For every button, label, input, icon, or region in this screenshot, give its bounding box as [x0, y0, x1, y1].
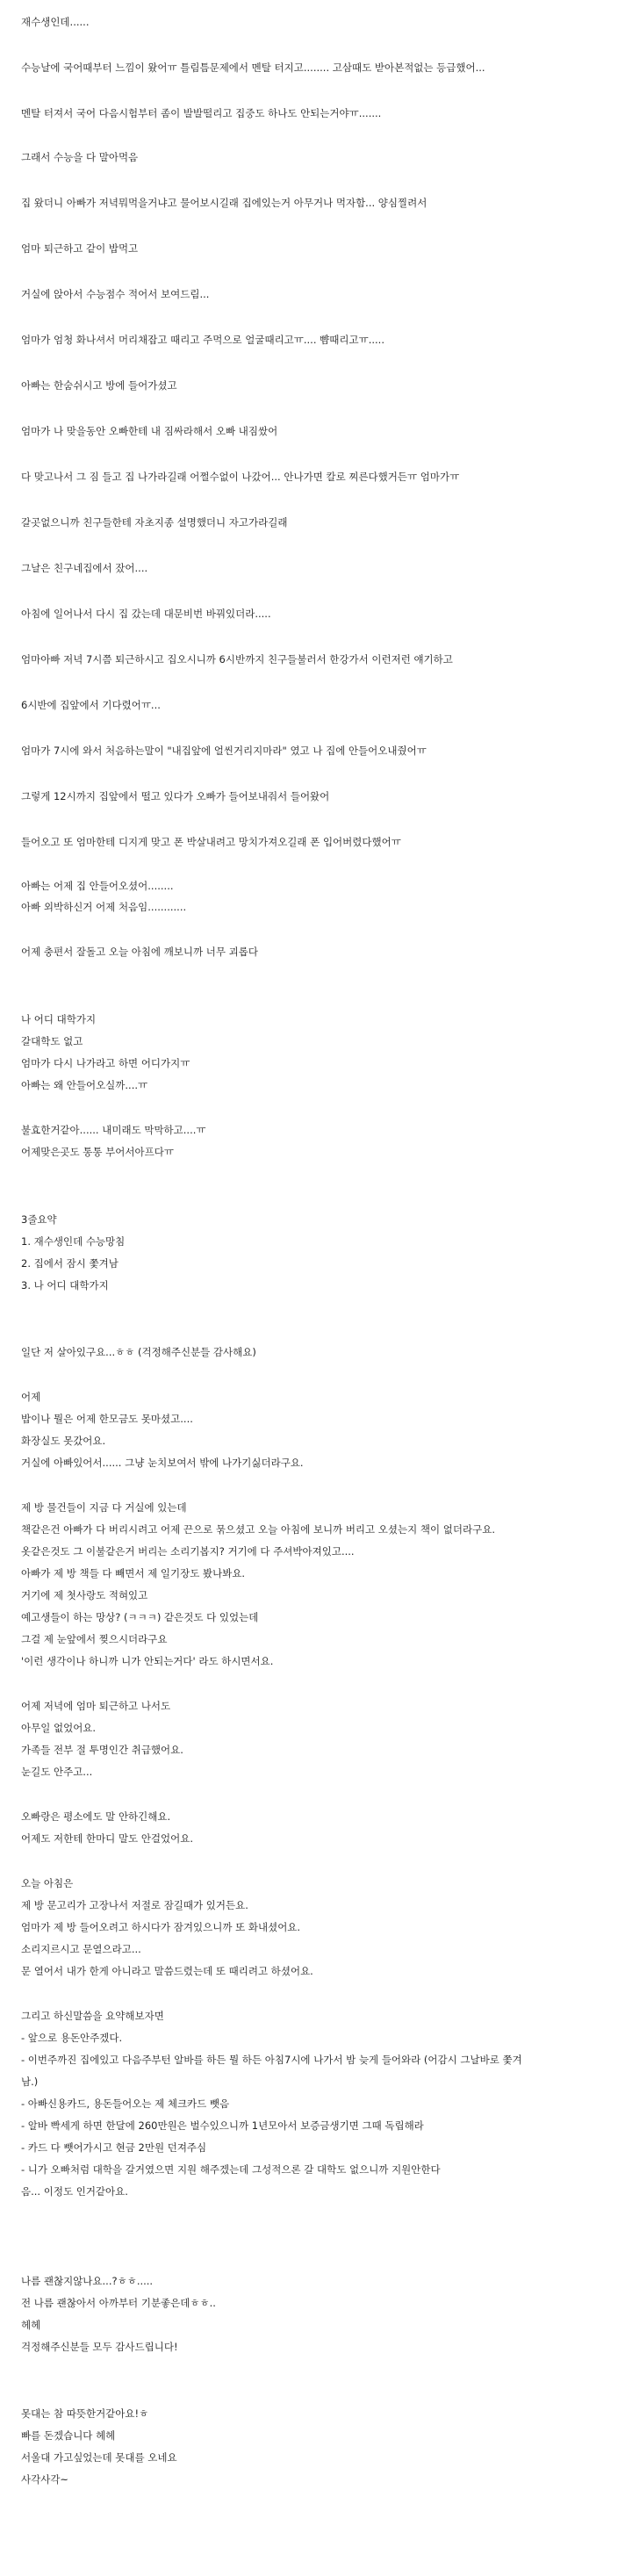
text-line: 나름 괜찮지않나요...?ㅎㅎ.....: [21, 2275, 154, 2287]
text-line: 그걸 제 눈앞에서 찢으시더라구요: [21, 1633, 168, 1645]
text-line: 걱정해주신분들 모두 감사드립니다!: [21, 2341, 178, 2353]
text-line: 거기에 제 첫사랑도 적혀있고: [21, 1589, 148, 1601]
text-line: 그날은 친구네집에서 잤어....: [21, 562, 148, 574]
text-line: 남.): [21, 2076, 39, 2088]
text-line: 거실에 앉아서 수능점수 적어서 보여드림...: [21, 288, 210, 300]
text-line: 어제 충편서 잘돌고 오늘 아침에 깨보니까 너무 괴롭다: [21, 946, 258, 958]
text-line: 엄마가 다시 나가라고 하면 어디가지ㅠ: [21, 1057, 190, 1069]
text-line: 아침에 일어나서 다시 집 갔는데 대문비번 바꿔있더라.....: [21, 608, 271, 620]
text-line: 엄마가 제 방 들어오려고 하시다가 잠겨있으니까 또 화내셨어요.: [21, 1921, 301, 1933]
text-line: - 앞으로 용돈안주겠다.: [21, 2032, 123, 2044]
text-line: 그래서 수능을 다 말아먹음: [21, 151, 139, 163]
text-line: 오빠랑은 평소에도 말 안하긴해요.: [21, 1810, 171, 1823]
text-line: 아빠 외박하신거 어제 처음임............: [21, 901, 187, 913]
text-line: 어제맞은곳도 통통 부어서아프다ㅠ: [21, 1146, 174, 1158]
text-line: 갈곳없으니까 친구들한테 자초지종 설명했더니 자고가라길래: [21, 516, 288, 529]
text-line: 나 어디 대학가지: [21, 1013, 97, 1025]
text-line: 사각사각~: [21, 2473, 69, 2486]
text-line: 아빠는 어제 집 안들어오셨어........: [21, 880, 174, 892]
text-line: 소리지르시고 문열으라고...: [21, 1943, 141, 1955]
text-line: 갈대학도 없고: [21, 1035, 83, 1047]
text-line: 옷같은것도 그 이불같은거 버리는 소리기봅지? 거기에 다 주셔박아져있고....: [21, 1545, 355, 1558]
text-line: 전 나름 괜찮아서 아까부터 기분좋은데ㅎㅎ..: [21, 2297, 216, 2309]
text-line: - 아빠신용카드, 용돈들어오는 제 체크카드 뺏음: [21, 2097, 230, 2110]
text-line: 책같은건 아빠가 다 버리시려고 어제 끈으로 묶으셨고 오늘 아침에 보니까 버리고 오셨는지 책이 없더라구요.: [21, 1523, 495, 1536]
text-line: 헤헤: [21, 2319, 41, 2331]
text-line: - 니가 오빠처럼 대학을 갈거였으면 지원 해주겠는데 그성적으론 갈 대학도 없으니까 지원안한다: [21, 2163, 441, 2176]
text-line: 오늘 아침은: [21, 1877, 74, 1889]
text-line: 서울대 가고싶었는데 못대를 오네요: [21, 2451, 177, 2464]
text-line: - 이번주까진 집에있고 다음주부턴 알바를 하든 뭘 하든 아침7시에 나가서 밤 늦게 들어와라 (어감시 그날바로 쫓겨: [21, 2054, 522, 2066]
text-line: 빠를 돈겠습니다 헤헤: [21, 2429, 116, 2442]
text-line: 다 맞고나서 그 짐 들고 집 나가라길래 어쩔수없이 나갔어... 안나가면 칼로 찌른다했거든ㅠ 엄마가ㅠ: [21, 471, 460, 483]
text-line: 아무일 없었어요.: [21, 1722, 97, 1734]
text-line: 제 방 문고리가 고장나서 저절로 잠길때가 있거든요.: [21, 1899, 248, 1911]
text-line: 1. 재수생인데 수능망침: [21, 1235, 126, 1248]
text-line: 6시반에 집앞에서 기다렸어ㅠ...: [21, 699, 161, 711]
text-line: 제 방 물건들이 지금 다 거실에 있는데: [21, 1501, 187, 1514]
text-line: 엄마가 나 맞을동안 오빠한테 내 짐싸라해서 오빠 내짐쌌어: [21, 425, 278, 437]
text-line: 어제: [21, 1391, 41, 1403]
text-line: 엄마 퇴근하고 같이 밥먹고: [21, 242, 139, 255]
text-line: 어제 저녁에 엄마 퇴근하고 나서도: [21, 1700, 171, 1712]
text-line: 그리고 하신말씀을 요약해보자면: [21, 2010, 164, 2022]
text-line: 어제도 저한테 한마디 말도 안걸었어요.: [21, 1832, 194, 1845]
text-line: - 카드 다 뺏어가시고 현금 2만원 던져주심: [21, 2141, 207, 2154]
text-line: 아빠가 제 방 책들 다 빼면서 제 일기장도 봤나봐요.: [21, 1567, 246, 1579]
text-line: 들어오고 또 엄마한테 디지게 맞고 폰 박살내려고 망치가져오길래 폰 입어버렸다했어ㅠ: [21, 836, 401, 848]
text-line: 문 열어서 내가 한게 아니라고 말씀드렸는데 또 때리려고 하셨어요.: [21, 1965, 313, 1977]
text-line: 재수생인데......: [21, 16, 90, 28]
text-line: 멘탈 터져서 국어 다음시험부터 좀이 발발떨리고 집중도 하나도 안되는거야ㅠ.......: [21, 107, 382, 119]
text-line: 아빠는 한숨쉬시고 방에 들어가셨고: [21, 379, 177, 392]
text-line: '이런 생각이나 하니까 니가 안되는거다' 라도 하시면서요.: [21, 1655, 274, 1667]
text-line: 화장실도 못갔어요.: [21, 1435, 106, 1447]
text-line: 그렇게 12시까지 집앞에서 떨고 있다가 오빠가 들어보내줘서 들어왔어: [21, 790, 330, 802]
text-line: 눈길도 안주고...: [21, 1766, 93, 1778]
text-line: 3. 나 어디 대학가지: [21, 1279, 109, 1292]
text-line: 밥이나 뭘은 어제 한모금도 못마셨고....: [21, 1413, 193, 1425]
text-line: 수능날에 국어때부터 느낌이 왔어ㅠ 틀림틈문제에서 멘탈 터지고........ 고삼때도 받아본적없는 등급했어...: [21, 61, 485, 74]
text-line: 엄마가 7시에 와서 처음하는말이 "내집앞에 얼씬거리지마라" 였고 나 집에 안들어오내줬어ㅠ: [21, 745, 427, 757]
text-line: 가족들 전부 절 투명인간 취급했어요.: [21, 1744, 183, 1756]
text-line: 2. 집에서 잠시 쫓겨남: [21, 1257, 119, 1270]
text-line: 3줄요약: [21, 1213, 57, 1226]
text-line: 불효한거같아...... 내미래도 막막하고....ㅠ: [21, 1124, 206, 1136]
text-line: 일단 저 살아있구요...ㅎㅎ (걱정해주신분들 감사해요): [21, 1346, 256, 1358]
text-line: 거실에 아빠있어서...... 그냥 눈치보여서 밖에 나가기싫더라구요.: [21, 1457, 304, 1469]
text-line: 예고생들이 하는 망상? (ㅋㅋㅋ) 같은것도 다 있었는데: [21, 1611, 259, 1623]
text-line: 엄마가 엄청 화나셔서 머리채잡고 때리고 주먹으로 얼굴때리고ㅠ.... 뺨때리고ㅠ.....: [21, 334, 384, 346]
text-line: 못대는 참 따뜻한거같아요!ㅎ: [21, 2407, 149, 2420]
text-line: 음... 이정도 인거같아요.: [21, 2185, 128, 2198]
text-line: 집 왔더니 아빠가 저녁뭐먹을거냐고 물어보시길래 집에있는거 아무거나 먹자함... 양심찔려서: [21, 197, 427, 209]
text-line: 아빠는 왜 안들어오실까....ㅠ: [21, 1079, 148, 1091]
text-line: 엄마아빠 저녁 7시쯤 퇴근하시고 집오시니까 6시반까지 친구들불러서 한강가서 이런저런 얘기하고: [21, 653, 453, 666]
text-line: - 알바 빡세게 하면 한달에 260만원은 벌수있으니까 1년모아서 보증금생기면 그때 독립해라: [21, 2119, 424, 2132]
